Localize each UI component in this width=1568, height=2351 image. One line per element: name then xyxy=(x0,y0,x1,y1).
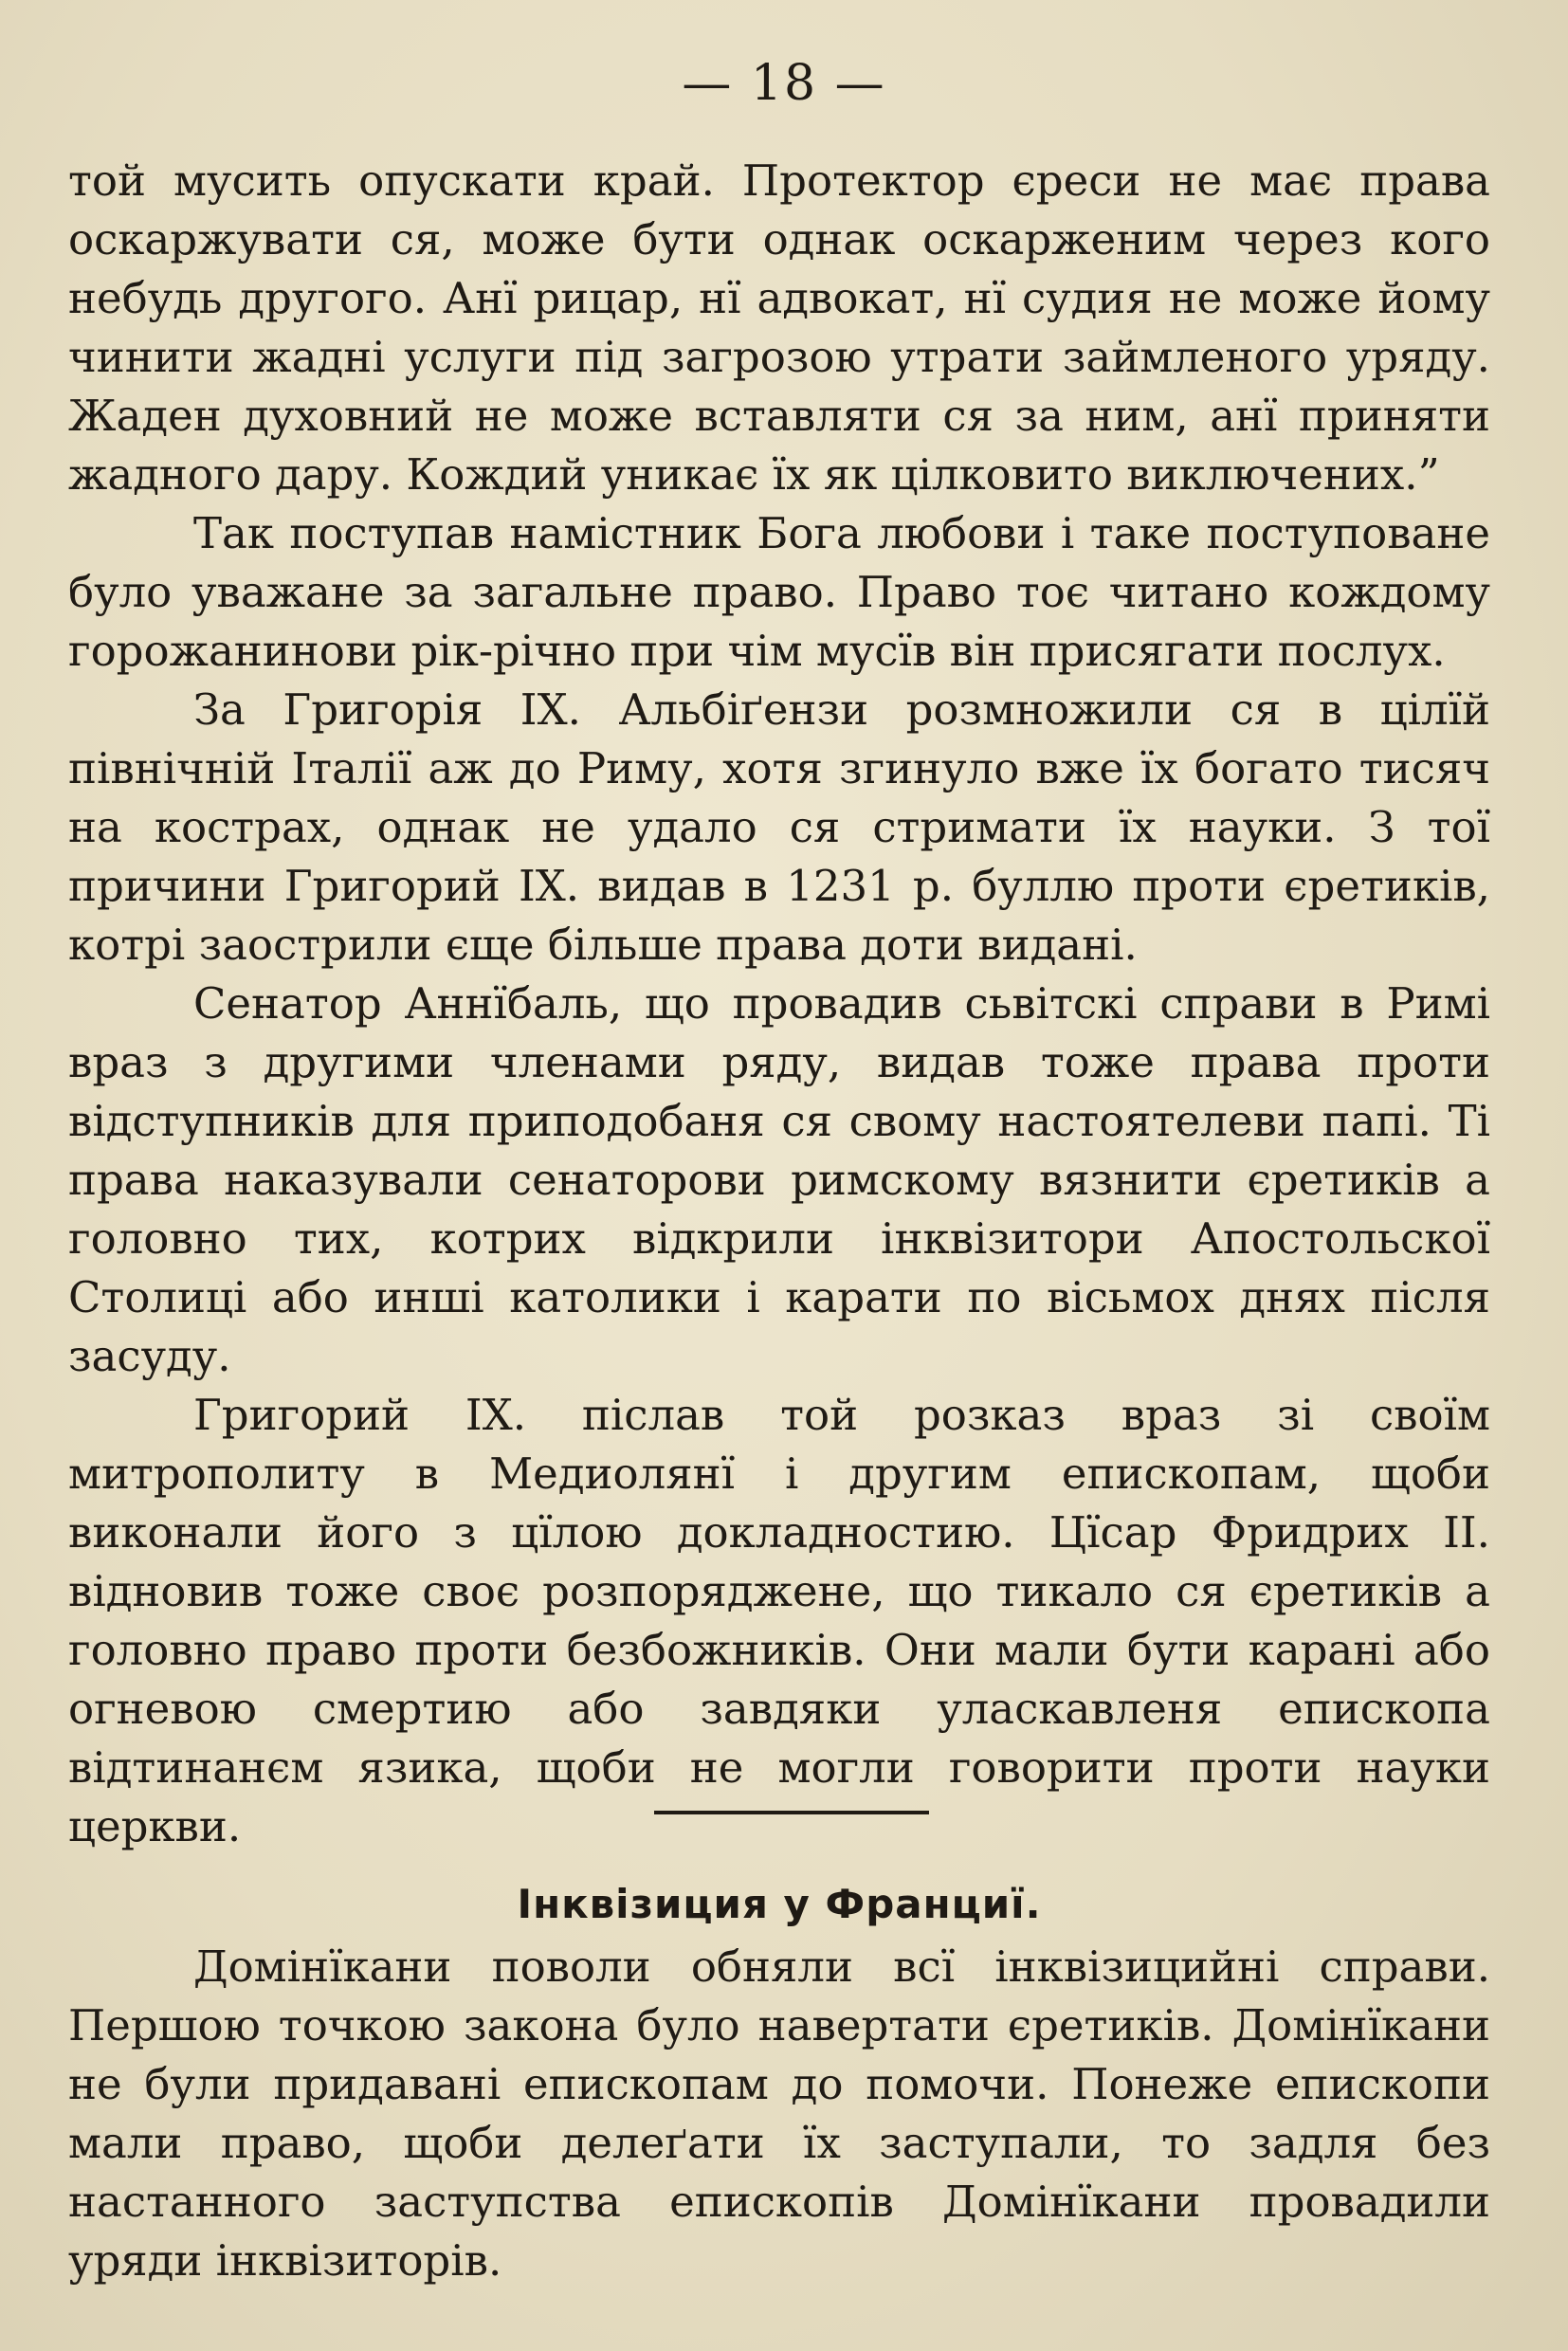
body-text xyxy=(68,152,1490,1856)
paragraph: За Григорія IX. Альбіґензи розмножили ся в цілїй північній Італії аж до Риму, хотя згинуло вже їх богато тисяч на кострах, однак не удало ся стримати їх науки. З тої причини Григорий IX. видав в 1231 р. буллю проти єретиків, котрі заострили єще більше права доти видані. xyxy=(68,684,1490,970)
section-divider xyxy=(654,1811,929,1814)
paragraph: Так поступав намістник Бога любови і таке поступоване було уважане за загальне право. Право тоє читано кождому горожанинови рік-річно при чім мусїв він присягати послух. xyxy=(68,508,1490,676)
page-number: — 18 — xyxy=(682,55,886,112)
section xyxy=(68,1875,1490,2290)
section-paragraph: Домінїкани поволи обняли всї інквізицийні справи. Першою точкою закона було навертати єретиків. Домінїкани не були придавані епископам до помочи. Понеже епископи мали право, щоби делеґати їх заступали, то задля без настанного заступства епископів Домінїкани провадили уряди інквізиторів. xyxy=(68,1941,1490,2286)
paragraph-continued: той мусить опускати край. Протектор єреси не має права оскаржувати ся, може бути однак оскарженим через кого небудь другого. Анї рицар, нї адвокат, нї судия не може йому чинити жадні услуги під загрозою утрати займленого уряду. Жаден духовний не може вставляти ся за ним, анї приняти жадного дару. Кождий уникає їх як цілковито виключених.” xyxy=(68,155,1490,500)
paragraph: Сенатор Аннїбаль, що провадив сьвітскі справи в Римі враз з другими членами ряду, видав тоже права проти відступників для приподобаня ся свому настоятелеви папі. Ті права наказували сенаторови римскому вязнити єретиків а головно тих, котрих відкрили інквізитори Апостольскої Столиці або инші католики і карати по вісьмох днях після засуду. xyxy=(68,978,1490,1381)
paragraph: Григорий IX. післав той розказ враз зі своїм митрополиту в Медиолянї і другим епископам, щоби виконали його з цїлою докладностию. Цїсар Фридрих II. відновив тоже своє розпоряджене, що тикало ся єретиків а головно право проти безбожників. Они мали бути карані або огневою смертию або завдяки уласкавленя епископа відтинанєм язика, щоби не могли говорити проти науки церкви. xyxy=(68,1390,1490,1851)
section-heading: Інквізиция у Франциї. xyxy=(517,1881,1042,1927)
